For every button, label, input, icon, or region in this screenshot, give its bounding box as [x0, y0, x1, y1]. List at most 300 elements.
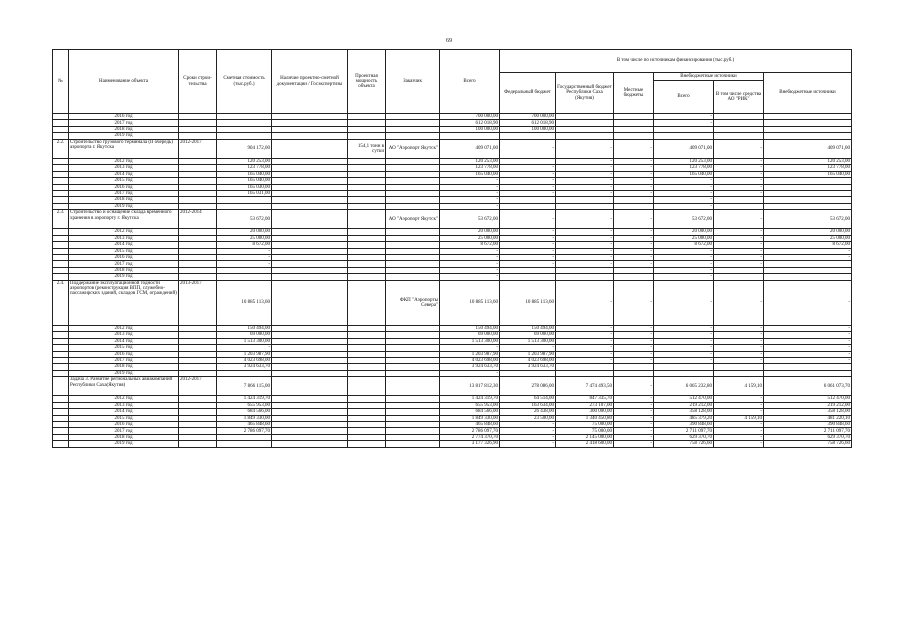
- cell-fed: -: [500, 428, 556, 434]
- col-header-term: Сроки строи-тельства: [179, 50, 217, 114]
- cell-rik: -: [714, 242, 764, 248]
- cell-fed: -: [500, 171, 556, 177]
- cell-ext: 358 128,00: [654, 409, 714, 415]
- cell-cost: 655 953,00: [217, 402, 272, 408]
- cell-docs: [272, 377, 348, 396]
- cell-exs: 165 040,00: [764, 171, 852, 177]
- table-body: [53, 114, 852, 448]
- cell-rik: 4 159,10: [714, 415, 764, 421]
- cell-docs: [272, 210, 348, 229]
- cell-rik: -: [714, 178, 764, 184]
- cell-exs: -: [764, 357, 852, 363]
- cell-cap: [348, 210, 386, 229]
- cell-rep: 1 340 450,80: [556, 415, 614, 421]
- cell-ext: 409 071,00: [654, 139, 714, 158]
- cell-rep: -: [556, 242, 614, 248]
- cell-fed: 1 203 987,90: [500, 351, 556, 357]
- col-header-republic: Государственный бюджет Республики Саха (Якутия): [556, 73, 614, 114]
- cell-name: 2018 год: [69, 267, 179, 273]
- cell-total: 655 953,00: [440, 402, 500, 408]
- cell-exs: 409 071,00: [764, 139, 852, 158]
- cell-cost: -: [217, 261, 272, 267]
- cell-rep: -: [556, 139, 614, 158]
- cell-name: 2016 год: [69, 114, 179, 120]
- cell-name: 2012 год: [69, 229, 179, 235]
- cell-total: 3 924 633,70: [440, 364, 500, 370]
- cell-loc: -: [614, 409, 654, 415]
- cell-cost: 465 848,60: [217, 422, 272, 428]
- cell-num: 2.2.: [53, 139, 69, 158]
- cell-name: 2017 год: [69, 357, 179, 363]
- cell-term: [179, 441, 217, 447]
- cell-ext: 53 672,00: [654, 210, 714, 229]
- cell-ext: -: [654, 325, 714, 331]
- cell-name: 2018 год: [69, 364, 179, 370]
- cell-name: Задача 3. Развитие региональных авиакомпаний Республики Саха(Якутия): [69, 377, 179, 396]
- cell-name: 2015 год: [69, 248, 179, 254]
- cell-fed: 163 634,00: [500, 402, 556, 408]
- cell-ext: -: [654, 280, 714, 325]
- cell-loc: -: [614, 178, 654, 184]
- cell-cust: [386, 377, 440, 396]
- cell-total: 2 786 097,70: [440, 428, 500, 434]
- cell-cost: 165 040,00: [217, 178, 272, 184]
- cell-ext: 8 672,00: [654, 242, 714, 248]
- cell-exs: 6 061 073,70: [764, 377, 852, 396]
- cell-name: 2015 год: [69, 178, 179, 184]
- cell-rik: -: [714, 428, 764, 434]
- cell-rik: -: [714, 332, 764, 338]
- cell-loc: -: [614, 190, 654, 196]
- cell-total: -: [440, 184, 500, 190]
- cell-loc: -: [614, 377, 654, 396]
- cell-rep: 273 107,00: [556, 402, 614, 408]
- cell-rik: -: [714, 261, 764, 267]
- cell-num: [53, 441, 69, 447]
- cell-rep: -: [556, 280, 614, 325]
- cell-loc: -: [614, 357, 654, 363]
- cell-ext: -: [654, 351, 714, 357]
- cell-exs: 120 253,00: [764, 158, 852, 164]
- cell-name: 2017 год: [69, 428, 179, 434]
- cell-rik: 4 159,10: [714, 377, 764, 396]
- cell-ext: -: [654, 248, 714, 254]
- col-header-num: №: [53, 50, 69, 114]
- cell-total: -: [440, 190, 500, 196]
- cell-num: 2.3.: [53, 210, 69, 229]
- cell-total: 465 848,60: [440, 422, 500, 428]
- cell-cust: [386, 441, 440, 447]
- cell-rep: -: [556, 210, 614, 229]
- cell-total: 100 000,00: [440, 126, 500, 132]
- cell-total: 2 774 370,70: [440, 434, 500, 440]
- cell-loc: -: [614, 402, 654, 408]
- cell-ext: -: [654, 197, 714, 203]
- cell-total: -: [440, 261, 500, 267]
- cell-loc: -: [614, 235, 654, 241]
- cell-total: 120 253,00: [440, 158, 500, 164]
- cell-term: 2012-2017: [179, 139, 217, 158]
- cell-name: 2019 год: [69, 133, 179, 139]
- cell-cost: 165 030,00: [217, 184, 272, 190]
- cell-fed: 3 924 633,70: [500, 364, 556, 370]
- cell-exs: 20 000,00: [764, 229, 852, 235]
- cell-rik: -: [714, 210, 764, 229]
- table-row: [53, 441, 852, 447]
- cell-rik: -: [714, 396, 764, 402]
- cell-name: 2018 год: [69, 434, 179, 440]
- cell-ext: -: [654, 345, 714, 351]
- cell-rep: -: [556, 255, 614, 261]
- cell-total: 20 000,00: [440, 229, 500, 235]
- cell-rik: -: [714, 422, 764, 428]
- cell-term: 2012-2017: [179, 377, 217, 396]
- cell-docs: [272, 280, 348, 325]
- cell-total: 409 071,00: [440, 139, 500, 158]
- cell-ext: -: [654, 274, 714, 280]
- cell-ext: -: [654, 267, 714, 273]
- cell-loc: -: [614, 415, 654, 421]
- cell-name: 2018 год: [69, 197, 179, 203]
- cell-cost: 4 023 698,00: [217, 357, 272, 363]
- cell-total: -: [440, 203, 500, 209]
- cell-rik: -: [714, 325, 764, 331]
- cell-loc: -: [614, 351, 654, 357]
- cell-fed: 4 023 698,00: [500, 357, 556, 363]
- cell-ext: -: [654, 178, 714, 184]
- cell-term: 2012-2014: [179, 210, 217, 229]
- cell-exs: -: [764, 325, 852, 331]
- cell-rep: 2 145 000,00: [556, 434, 614, 440]
- cell-cost: 53 672,00: [217, 210, 272, 229]
- cell-docs: [272, 139, 348, 158]
- cell-fed: 1 513 300,00: [500, 338, 556, 344]
- cell-total: 1 203 987,90: [440, 351, 500, 357]
- cell-cost: [217, 441, 272, 447]
- cell-name: 2019 год: [69, 441, 179, 447]
- cell-ext: -: [654, 203, 714, 209]
- cell-cost: 150 494,00: [217, 325, 272, 331]
- financing-table: [52, 49, 852, 448]
- cell-fed: 23 500,00: [500, 415, 556, 421]
- cell-fed: 69 000,00: [500, 332, 556, 338]
- cell-name: 2016 год: [69, 351, 179, 357]
- cell-rep: -: [556, 345, 614, 351]
- cell-cost: 20 000,00: [217, 229, 272, 235]
- cell-name: 2013 год: [69, 332, 179, 338]
- cell-rik: -: [714, 255, 764, 261]
- cell-total: 123 778,00: [440, 165, 500, 171]
- cell-rik: -: [714, 434, 764, 440]
- cell-fed: -: [500, 441, 556, 447]
- cell-fed: 612 018,90: [500, 120, 556, 126]
- cell-ext: 219 212,00: [654, 402, 714, 408]
- cell-ext: 485 379,20: [654, 415, 714, 421]
- cell-name: 2018 год: [69, 126, 179, 132]
- cell-cost: 684 566,00: [217, 409, 272, 415]
- cell-rep: 75 000,00: [556, 422, 614, 428]
- cell-exs: 2 711 097,70: [764, 428, 852, 434]
- cell-loc: -: [614, 158, 654, 164]
- col-header-federal: Федеральный бюджет: [500, 73, 556, 114]
- cell-fed: -: [500, 178, 556, 184]
- cell-fed: 100 000,00: [500, 126, 556, 132]
- cell-fed: -: [500, 261, 556, 267]
- cell-cust: АО "Аэропорт Якутск": [386, 139, 440, 158]
- cell-total: -: [440, 248, 500, 254]
- cell-rep: -: [556, 171, 614, 177]
- cell-name: 2015 год: [69, 415, 179, 421]
- cell-rep: -: [556, 351, 614, 357]
- cell-exs: 8 672,00: [764, 242, 852, 248]
- cell-ext: 20 000,00: [654, 229, 714, 235]
- cell-fed: -: [500, 235, 556, 241]
- cell-loc: -: [614, 332, 654, 338]
- cell-total: -: [440, 267, 500, 273]
- cell-loc: -: [614, 165, 654, 171]
- cell-ext: 2 711 097,70: [654, 428, 714, 434]
- cell-cap: [348, 280, 386, 325]
- cell-ext: 120 253,00: [654, 158, 714, 164]
- cell-total: 4 023 698,00: [440, 357, 500, 363]
- cell-cap: [348, 441, 386, 447]
- cell-name: Строительство грузового терминала (II очередь) аэропорта г. Якутска: [69, 139, 179, 158]
- cell-cost: 69 000,00: [217, 332, 272, 338]
- col-header-extra: Внебюджетные источники: [654, 73, 764, 81]
- cell-fed: -: [500, 345, 556, 351]
- cell-loc: -: [614, 248, 654, 254]
- col-header-docs: Наличие проектно-сметной документации / Госэкспертизы: [272, 50, 348, 114]
- cell-name: 2019 год: [69, 203, 179, 209]
- cell-name: 2013 год: [69, 235, 179, 241]
- cell-ext: -: [654, 332, 714, 338]
- cell-total: 8 672,00: [440, 242, 500, 248]
- cell-exs: 390 848,60: [764, 422, 852, 428]
- cell-ext: 25 000,00: [654, 235, 714, 241]
- cell-rik: -: [714, 345, 764, 351]
- col-header-name: Наименование объекта: [69, 50, 179, 114]
- cell-exs: -: [764, 280, 852, 325]
- cell-ext: -: [654, 357, 714, 363]
- cell-cap: 154,1 тонн в сутки: [348, 139, 386, 158]
- cell-name: Поддержание эксплуатационной годности аэропортов (реконструкция ВПП, служебно-пассажирских зданий, складов ГСМ, ограждений): [69, 280, 179, 325]
- cell-loc: -: [614, 422, 654, 428]
- cell-cost: 165 040,00: [217, 171, 272, 177]
- cell-total: 1 424 319,70: [440, 396, 500, 402]
- cell-loc: -: [614, 139, 654, 158]
- cell-ext: -: [654, 338, 714, 344]
- cell-cost: 8 672,00: [217, 242, 272, 248]
- cell-rep: -: [556, 248, 614, 254]
- cell-fed: -: [500, 248, 556, 254]
- cell-total: 700 000,00: [440, 114, 500, 120]
- cell-cost: 1 849 330,00: [217, 415, 272, 421]
- cell-fed: 10 885 113,60: [500, 280, 556, 325]
- cell-rik: -: [714, 139, 764, 158]
- cell-rep: -: [556, 184, 614, 190]
- cell-cost: 1 424 319,70: [217, 396, 272, 402]
- cell-cost: 123 778,00: [217, 165, 272, 171]
- cell-total: 612 018,90: [440, 120, 500, 126]
- cell-total: 1 849 330,00: [440, 415, 500, 421]
- cell-ext: 123 778,00: [654, 165, 714, 171]
- cell-total: 13 817 812,30: [440, 377, 500, 396]
- section-row: [53, 280, 852, 325]
- cell-loc: -: [614, 184, 654, 190]
- cell-total: 150 494,00: [440, 325, 500, 331]
- cell-fed: -: [500, 434, 556, 440]
- col-header-cost: Сметная стоимость (тыс.руб.): [217, 50, 272, 114]
- page-number: 69: [446, 38, 452, 44]
- cell-rik: -: [714, 351, 764, 357]
- cell-rik: -: [714, 280, 764, 325]
- cell-fed: -: [500, 139, 556, 158]
- cell-cost: 2 786 097,70: [217, 428, 272, 434]
- cell-name: 2016 год: [69, 255, 179, 261]
- cell-cost: -: [217, 345, 272, 351]
- cell-total: 69 000,00: [440, 332, 500, 338]
- cell-total: 10 885 113,60: [440, 280, 500, 325]
- cell-rik: -: [714, 165, 764, 171]
- cell-ext: 758 726,60: [654, 441, 714, 447]
- cell-total: 3 177 326,90: [440, 441, 500, 447]
- cell-cost: -: [217, 248, 272, 254]
- cell-ext: -: [654, 190, 714, 196]
- cell-loc: -: [614, 428, 654, 434]
- col-header-capacity: Проектная мощность объекта: [348, 50, 386, 114]
- cell-ext: -: [654, 120, 714, 126]
- col-header-total: Всего: [440, 50, 500, 114]
- cell-rik: -: [714, 190, 764, 196]
- cell-term: 2013-2017: [179, 280, 217, 325]
- cell-name: Строительство и оснащение склада временного хранения в аэропорту г. Якутска: [69, 210, 179, 229]
- cell-fed: -: [500, 184, 556, 190]
- cell-rep: 2 418 600,00: [556, 441, 614, 447]
- cell-rik: -: [714, 184, 764, 190]
- cell-total: 165 040,00: [440, 171, 500, 177]
- cell-cost: 25 000,00: [217, 235, 272, 241]
- cell-exs: -: [764, 332, 852, 338]
- col-header-sources: В том числе по источникам финансирования (тыс.руб.): [500, 50, 852, 73]
- col-header-extra-total: Всего: [654, 81, 714, 114]
- cell-rik: -: [714, 229, 764, 235]
- cell-exs: -: [764, 248, 852, 254]
- cell-rep: -: [556, 158, 614, 164]
- cell-ext: 6 065 232,80: [654, 377, 714, 396]
- cell-num: [53, 377, 69, 396]
- cell-name: 2016 год: [69, 422, 179, 428]
- cell-rik: -: [714, 338, 764, 344]
- col-header-extra-sources: Внебюджетные источники: [764, 73, 852, 114]
- cell-exs: -: [764, 345, 852, 351]
- cell-name: 2017 год: [69, 120, 179, 126]
- cell-cust: АО "Аэропорт Якутск": [386, 210, 440, 229]
- cell-fed: 278 086,00: [500, 377, 556, 396]
- cell-loc: -: [614, 171, 654, 177]
- cell-exs: 123 778,00: [764, 165, 852, 171]
- cell-fed: -: [500, 210, 556, 229]
- cell-cost: 3 924 633,70: [217, 364, 272, 370]
- cell-exs: -: [764, 338, 852, 344]
- cell-name: 2012 год: [69, 325, 179, 331]
- cell-rik: -: [714, 235, 764, 241]
- cell-ext: -: [654, 255, 714, 261]
- cell-total: 53 672,00: [440, 210, 500, 229]
- cell-total: 25 000,00: [440, 235, 500, 241]
- cell-name: 2015 год: [69, 345, 179, 351]
- cell-name: 2019 год: [69, 370, 179, 376]
- cell-total: 1 513 300,00: [440, 338, 500, 344]
- cell-rep: -: [556, 178, 614, 184]
- cell-ext: -: [654, 114, 714, 120]
- cell-name: 2014 год: [69, 171, 179, 177]
- cell-exs: 358 128,00: [764, 409, 852, 415]
- cell-exs: 629 370,70: [764, 434, 852, 440]
- cell-cost: 1 203 987,90: [217, 351, 272, 357]
- cell-ext: 390 848,60: [654, 422, 714, 428]
- cell-loc: -: [614, 396, 654, 402]
- cell-fed: 26 438,00: [500, 409, 556, 415]
- cell-loc: -: [614, 434, 654, 440]
- cell-rep: -: [556, 261, 614, 267]
- cell-total: 684 566,00: [440, 409, 500, 415]
- cell-rep: 75 000,00: [556, 428, 614, 434]
- col-header-customer: Заказчик: [386, 50, 440, 114]
- cell-rep: -: [556, 235, 614, 241]
- cell-rep: -: [556, 338, 614, 344]
- cell-exs: 25 000,00: [764, 235, 852, 241]
- cell-exs: -: [764, 351, 852, 357]
- cell-loc: -: [614, 210, 654, 229]
- cell-name: 2012 год: [69, 158, 179, 164]
- cell-loc: -: [614, 229, 654, 235]
- cell-loc: -: [614, 280, 654, 325]
- cell-cost: 7 866 115,00: [217, 377, 272, 396]
- cell-rep: -: [556, 357, 614, 363]
- cell-total: -: [440, 255, 500, 261]
- cell-rep: -: [556, 165, 614, 171]
- cell-rik: -: [714, 248, 764, 254]
- cell-name: 2017 год: [69, 261, 179, 267]
- cell-ext: 512 470,00: [654, 396, 714, 402]
- cell-loc: -: [614, 345, 654, 351]
- cell-ext: 629 370,70: [654, 434, 714, 440]
- cell-name: 2013 год: [69, 402, 179, 408]
- cell-exs: -: [764, 255, 852, 261]
- cell-total: -: [440, 197, 500, 203]
- section-row: [53, 210, 852, 229]
- cell-rep: -: [556, 229, 614, 235]
- cell-fed: -: [500, 422, 556, 428]
- cell-fed: -: [500, 190, 556, 196]
- cell-rik: -: [714, 441, 764, 447]
- cell-loc: -: [614, 255, 654, 261]
- cell-name: 2013 год: [69, 165, 179, 171]
- cell-loc: -: [614, 441, 654, 447]
- cell-fed: 64 514,00: [500, 396, 556, 402]
- section-row: [53, 139, 852, 158]
- cell-rik: -: [714, 158, 764, 164]
- col-header-rik: В том числе средства АО "РИК": [714, 81, 764, 114]
- cell-cost: 1 513 300,00: [217, 338, 272, 344]
- cell-fed: -: [500, 165, 556, 171]
- cell-rik: -: [714, 402, 764, 408]
- cell-name: 2012 год: [69, 396, 179, 402]
- cell-cap: [348, 377, 386, 396]
- cell-name: 2016 год: [69, 184, 179, 190]
- cell-rik: -: [714, 171, 764, 177]
- cell-fed: -: [500, 255, 556, 261]
